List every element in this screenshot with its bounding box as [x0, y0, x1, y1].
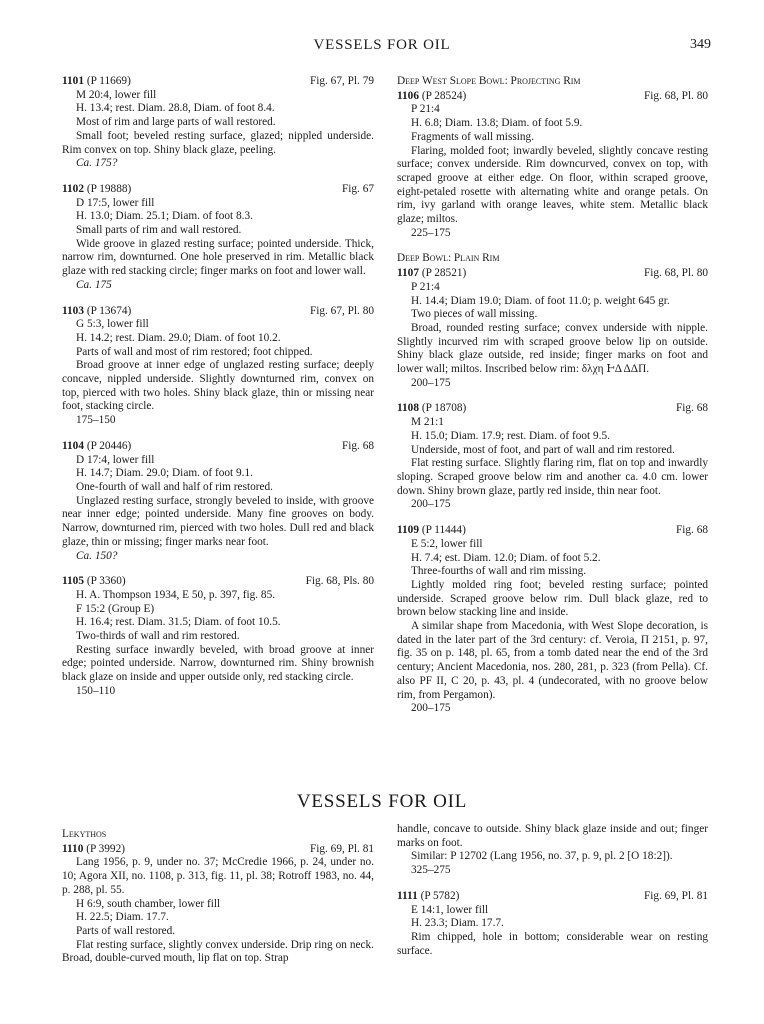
text-left-column-4-date: 150–110	[76, 684, 116, 697]
text-left-column-0-lines-2: Most of rim and large parts of wall restored.	[76, 116, 276, 129]
text-bottom-right-e1111-lines-1: H. 23.3; Diam. 17.7.	[411, 917, 504, 930]
text-right-column-e1106-inv: (P 28524)	[421, 89, 467, 102]
text-right-column-e1107-desc: Broad, rounded resting surface; convex underside with nipple. Slightly incurved rim with scraped groove below lip on outside. Shiny black glaze outside, red inside; finger marks on foot and lower wall; miltos. Inscribed below rim: δλχη ͰΔ ΔΔΠ.	[397, 321, 708, 376]
text-left-column-2-desc: Broad groove at inner edge of unglazed resting surface; deeply concave, nippled underside. Slightly downturned rim, convex on top, pierced with two holes. Shiny black glaze, thin or missing near foot, stacking circle.	[62, 359, 374, 413]
subheading-lekythos: Lekythos	[62, 828, 107, 840]
text-right-column-e1108-inv: (P 18708)	[421, 402, 467, 415]
text-left-column-3-ref: Fig. 68	[341, 439, 374, 452]
text-left-column-2-lines-0: G 5:3, lower fill	[76, 318, 149, 331]
text-right-column-e1108-ref: Fig. 68	[675, 402, 708, 415]
text-left-column-3-inv: (P 20446)	[86, 439, 132, 452]
text-right-column-e1107-inv: (P 28521)	[421, 267, 467, 280]
text-left-column-2-inv: (P 13674)	[86, 304, 132, 317]
text-left-column-4-inv: (P 3360)	[86, 575, 126, 588]
text-left-column-2-ref: Fig. 67, Pl. 80	[309, 304, 374, 317]
text-right-column-e1108-lines-2: Underside, most of foot, and part of wall and rim restored.	[411, 443, 675, 456]
text-right-column-e1106-id: 1106	[397, 89, 419, 102]
text-right-column-e1109-lines-0: E 5:2, lower fill	[411, 537, 483, 550]
running-header-title: VESSELS FOR OIL	[313, 37, 451, 53]
text-bottom-left-e1110-lines-1: H. 22.5; Diam. 17.7.	[76, 911, 169, 924]
text-left-column-3-lines-2: One-fourth of wall and half of rim restored.	[76, 480, 274, 493]
text-bottom-right-date: 325–275	[411, 864, 451, 877]
text-right-column-e1109-lines-1: H. 7.4; est. Diam. 12.0; Diam. of foot 5.2.	[411, 551, 601, 564]
text-left-column-0-date: Ca. 175?	[76, 157, 118, 170]
text-left-column-4-ref: Fig. 68, Pls. 80	[305, 575, 374, 588]
subheading-deep-bowl: Deep Bowl: Plain Rim	[397, 252, 500, 265]
text-right-column-e1109-desc: Lightly molded ring foot; beveled resting surface; pointed underside. Scraped groove below rim. Dull black glaze, red to brown below stacking line and inside.	[397, 578, 708, 619]
text-left-column-2-id: 1103	[62, 304, 84, 317]
text-left-column-4-lines-1: F 15:2 (Group E)	[76, 602, 155, 615]
text-left-column-3-date: Ca. 150?	[76, 549, 118, 562]
text-bottom-left-e1110-refs: Lang 1956, p. 9, under no. 37; McCredie 1966, p. 24, under no. 10; Agora XII, no. 1108, p. 313, fig. 11, pl. 38; Rotroff 1983, no. 44, p. 288, pl. 55.	[62, 856, 374, 896]
text-right-column-e1106-lines-2: Fragments of wall missing.	[411, 130, 535, 143]
text-bottom-left-e1110-id: 1110	[62, 842, 84, 855]
catalog-entry-1106	[397, 90, 708, 241]
text-right-column-e1107-date: 200–175	[411, 376, 451, 389]
left-column	[62, 75, 374, 699]
bottom-right-column	[397, 823, 708, 958]
text-right-column-e1108-date: 200–175	[411, 498, 451, 511]
text-bottom-left-e1110-desc: Flat resting surface, slightly convex underside. Drip ring on neck. Broad, double-curved mouth, lip flat on top. Strap	[62, 938, 374, 965]
text-left-column-1-ref: Fig. 67	[341, 182, 374, 195]
text-left-column-3-lines-0: D 17:4, lower fill	[76, 453, 155, 466]
text-right-column-e1109-inv: (P 11444)	[421, 524, 466, 537]
text-bottom-right-e1111-id: 1111	[397, 889, 418, 902]
text-left-column-1-lines-0: D 17:5, lower fill	[76, 196, 155, 209]
text-left-column-3-desc: Unglazed resting surface, strongly beveled to inside, with groove near inner edge; pointed underside. Many fine grooves on body. Narrow, downturned rim, pierced with two holes. Dull red and black glaze, thin or missing; finger marks near foot.	[62, 494, 374, 548]
text-right-column-e1109-lines-2: Three-fourths of wall and rim missing.	[411, 565, 587, 578]
catalog-entry-1110	[62, 843, 374, 966]
catalog-entry-1108	[397, 402, 708, 512]
right-column	[397, 75, 708, 716]
text-left-column-1-date: Ca. 175	[76, 278, 112, 291]
text-left-column-4-lines-3: Two-thirds of wall and rim restored.	[76, 630, 240, 643]
text-left-column-2-lines-1: H. 14.2; rest. Diam. 29.0; Diam. of foot 10.2.	[76, 331, 281, 344]
text-right-column-e1109-date: 200–175	[411, 702, 451, 715]
text-bottom-left-e1110-lines-2: Parts of wall restored.	[76, 924, 176, 937]
text-right-column-e1108-id: 1108	[397, 402, 419, 415]
text-bottom-right-e1111-desc: Rim chipped, hole in bottom; considerable wear on resting surface.	[397, 930, 708, 957]
bottom-left-column	[62, 828, 374, 966]
text-bottom-right-e1111-lines-0: E 14:1, lower fill	[411, 903, 489, 916]
text-left-column-0-lines-0: M 20:4, lower fill	[76, 88, 157, 101]
catalog-entry-1101	[62, 75, 374, 171]
text-right-column-e1109-desc2: A similar shape from Macedonia, with West Slope decoration, is dated in the later part of the 3rd century: cf. Veroia, Π 2151, p. 97, fig. 35 on p. 148, pl. 65, from a tomb dated near the end of the 3rd century; Ancient Macedonia, nos. 280, 281, p. 323 (from Pella). Cf. also PF II, C 20, p. 43, pl. 4 (undecorated, with no groove below rim, from Pergamon).	[397, 620, 708, 701]
text-bottom-right-e1111-inv: (P 5782)	[420, 889, 460, 902]
text-left-column-0-desc: Small foot; beveled resting surface, glazed; nippled underside. Rim convex on top. Shiny black glaze, peeling.	[62, 129, 374, 156]
page-number: 349	[690, 37, 711, 52]
text-bottom-left-e1110-ref: Fig. 69, Pl. 81	[309, 842, 374, 855]
catalog-entry-1109	[397, 524, 708, 716]
text-right-column-e1107-lines-2: Two pieces of wall missing.	[411, 308, 538, 321]
text-bottom-left-e1110-lines-0: H 6:9, south chamber, lower fill	[76, 897, 221, 910]
text-right-column-e1108-desc: Flat resting surface. Slightly flaring rim, flat on top and inwardly sloping. Scraped groove below rim and another ca. 4.0 cm. lower down. Shiny brown glaze, partly red inside, thin near foot.	[397, 457, 708, 497]
text-right-column-e1106-date: 225–175	[411, 226, 451, 239]
catalog-entry-1103	[62, 305, 374, 428]
text-left-column-4-lines-2: H. 16.4; rest. Diam. 31.5; Diam. of foot 10.5.	[76, 616, 281, 629]
text-bottom-right-similar: Similar: P 12702 (Lang 1956, no. 37, p. 9, pl. 2 [O 18:2]).	[411, 850, 673, 863]
text-right-column-e1106-desc: Flaring, molded foot; inwardly beveled, slightly concave resting surface; convex underside. Rim downcurved, convex on top, with scraped groove at either edge. On floor, within scraped groove, eight-petaled rosette with alternating white and orange petals. On rim, ivy garland with orange leaves, white stem. Metallic black glaze; miltos.	[397, 144, 708, 226]
subheading-deep-west-slope: Deep West Slope Bowl: Projecting Rim	[397, 75, 581, 87]
text-right-column-e1108-lines-0: M 21:1	[411, 416, 444, 429]
catalog-entry-1105	[62, 575, 374, 698]
catalog-entry-1102	[62, 183, 374, 293]
text-right-column-e1107-lines-0: P 21:4	[411, 280, 440, 293]
text-bottom-right-cont: handle, concave to outside. Shiny black glaze inside and out; finger marks on foot.	[397, 823, 708, 849]
text-left-column-4-desc: Resting surface inwardly beveled, with broad groove at inner edge; pointed underside. Narrow, downturned rim. Shiny brownish black glaze on inside and upper outside only, red stacking circle.	[62, 643, 374, 684]
text-left-column-2-lines-2: Parts of wall and most of rim restored; foot chipped.	[76, 345, 313, 358]
section-title: VESSELS FOR OIL	[296, 791, 468, 812]
text-left-column-0-id: 1101	[62, 75, 84, 87]
text-left-column-0-ref: Fig. 67, Pl. 79	[309, 75, 374, 87]
text-left-column-2-date: 175–150	[76, 414, 116, 427]
text-right-column-e1106-ref: Fig. 68, Pl. 80	[643, 89, 708, 102]
catalog-entry-1111	[397, 890, 708, 959]
text-right-column-e1109-ref: Fig. 68	[675, 524, 708, 537]
text-right-column-e1109-id: 1109	[397, 524, 419, 537]
text-bottom-right-e1111-ref: Fig. 69, Pl. 81	[643, 889, 708, 902]
text-left-column-1-lines-2: Small parts of rim and wall restored.	[76, 224, 242, 237]
text-left-column-0-lines-1: H. 13.4; rest. Diam. 28.8, Diam. of foot 8.4.	[76, 102, 275, 115]
text-right-column-e1107-ref: Fig. 68, Pl. 80	[643, 267, 708, 280]
text-left-column-0-inv: (P 11669)	[86, 75, 131, 87]
text-right-column-e1107-lines-1: H. 14.4; Diam 19.0; Diam. of foot 11.0; p. weight 645 gr.	[411, 294, 670, 307]
text-left-column-1-id: 1102	[62, 182, 84, 195]
catalog-entry-1107	[397, 267, 708, 390]
text-left-column-3-lines-1: H. 14.7; Diam. 29.0; Diam. of foot 9.1.	[76, 467, 253, 480]
text-right-column-e1107-id: 1107	[397, 267, 419, 280]
text-right-column-e1106-lines-1: H. 6.8; Diam. 13.8; Diam. of foot 5.9.	[411, 117, 583, 130]
text-bottom-left-e1110-inv: (P 3992)	[86, 842, 125, 855]
text-left-column-4-id: 1105	[62, 575, 84, 588]
text-left-column-3-id: 1104	[62, 439, 84, 452]
text-right-column-e1106-lines-0: P 21:4	[411, 103, 440, 116]
text-right-column-e1108-lines-1: H. 15.0; Diam. 17.9; rest. Diam. of foot 9.5.	[411, 429, 610, 442]
text-left-column-4-lines-0: H. A. Thompson 1934, E 50, p. 397, fig. 85.	[76, 588, 276, 601]
text-left-column-1-lines-1: H. 13.0; Diam. 25.1; Diam. of foot 8.3.	[76, 210, 253, 223]
text-left-column-1-desc: Wide groove in glazed resting surface; pointed underside. Thick, narrow rim, downturned. One hole preserved in rim. Metallic black glaze with red stacking circle; finger marks on foot and lower wall.	[62, 237, 374, 278]
catalog-entry-1104	[62, 440, 374, 563]
text-left-column-1-inv: (P 19888)	[86, 182, 132, 195]
